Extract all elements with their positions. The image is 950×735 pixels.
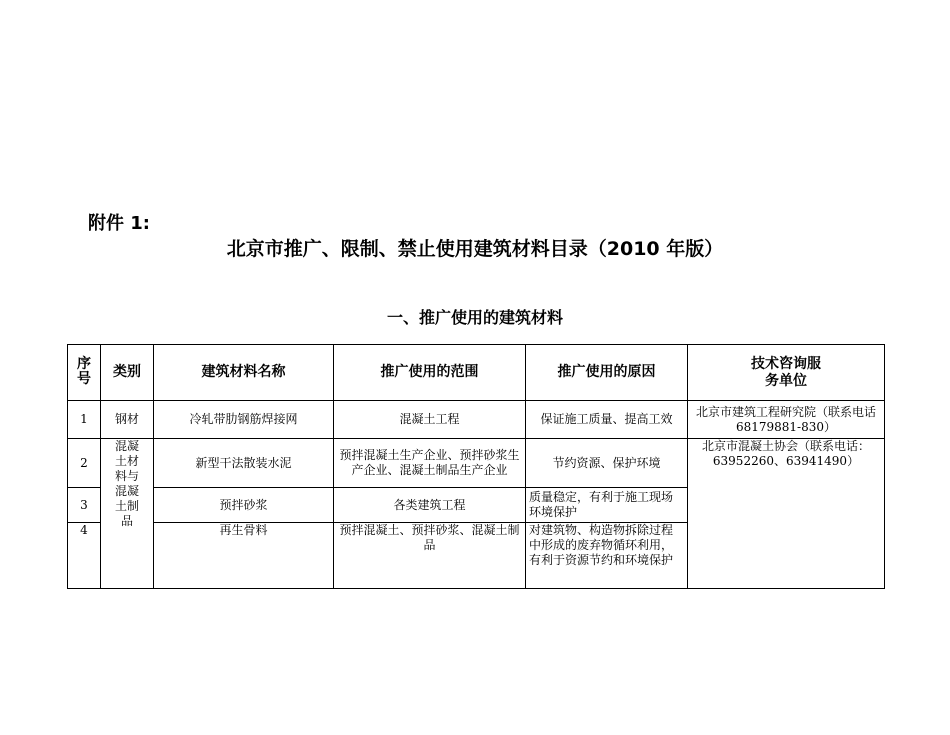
row-category: 混凝土材料与混凝土制品 (101, 439, 154, 589)
row-category: 钢材 (101, 401, 154, 439)
header-service: 技术咨询服务单位 (688, 345, 885, 401)
row-no: 1 (68, 401, 101, 439)
row-scope: 混凝土工程 (334, 401, 526, 439)
header-name: 建筑材料名称 (154, 345, 334, 401)
header-reason: 推广使用的原因 (526, 345, 688, 401)
row-name: 冷轧带肋钢筋焊接网 (154, 401, 334, 439)
header-scope: 推广使用的范围 (334, 345, 526, 401)
header-no: 序号 (68, 345, 101, 401)
table-row (68, 401, 885, 439)
row-reason: 节约资源、保护环境 (526, 439, 688, 488)
row-no: 3 (68, 488, 101, 523)
row-no: 2 (68, 439, 101, 488)
materials-table (67, 344, 885, 589)
row-scope: 各类建筑工程 (334, 488, 526, 523)
row-scope: 预拌混凝土生产企业、预拌砂浆生产企业、混凝土制品生产企业 (334, 439, 526, 488)
attachment-label: 附件 1: (88, 213, 150, 234)
section-heading: 一、推广使用的建筑材料 (386, 308, 563, 327)
header-category: 类别 (101, 345, 154, 401)
row-service: 北京市混凝土协会（联系电话：63952260、63941490） (688, 439, 885, 589)
row-reason: 保证施工质量、提高工效 (526, 401, 688, 439)
row-service: 北京市建筑工程研究院（联系电话 68179881-830） (688, 401, 885, 439)
row-reason: 质量稳定，有利于施工现场环境保护 (526, 488, 688, 523)
row-name: 再生骨料 (154, 523, 334, 589)
row-name: 预拌砂浆 (154, 488, 334, 523)
table-header-row (68, 345, 885, 401)
table-row (68, 439, 885, 488)
document-title: 北京市推广、限制、禁止使用建筑材料目录（2010 年版） (226, 238, 724, 260)
row-scope: 预拌混凝土、预拌砂浆、混凝土制品 (334, 523, 526, 589)
row-no: 4 (68, 523, 101, 589)
row-reason: 对建筑物、构造物拆除过程中形成的废弃物循环利用，有利于资源节约和环境保护 (526, 523, 688, 589)
row-name: 新型干法散装水泥 (154, 439, 334, 488)
